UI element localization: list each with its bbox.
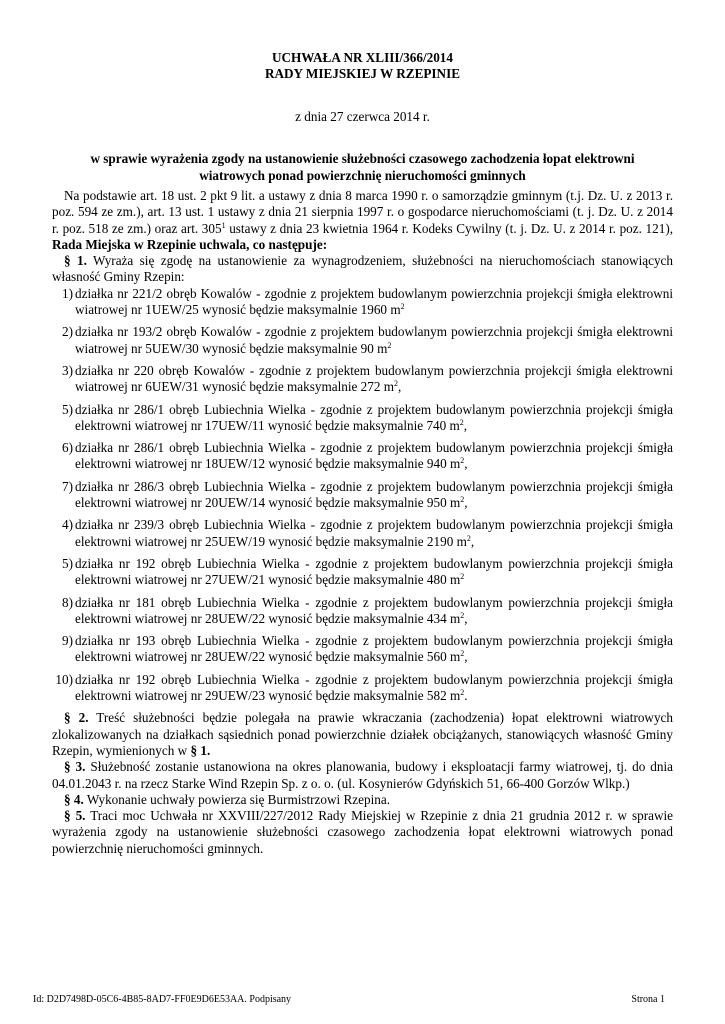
document-id: Id: D2D7498D-05C6-4B85-8AD7-FF0E9D6E53AA. Podpisany <box>33 994 292 1005</box>
list-item: 3) działka nr 220 obręb Kowalów - zgodnie z projektem budowlanym powierzchnia projekcji śmigła elektrowni wiatrowej nr 6UEW/31 wynosić będzie maksymalnie 272 $m^2$, <box>62 362 673 395</box>
council-name: RADY MIEJSKIEJ W RZEPINIE <box>264 66 461 81</box>
legal-basis: Na podstawie art. 18 ust. 2 pkt 9 lit. a ustawy z dnia 8 marca 1990 r. o samorządzie gminnym (t.j. Dz. U. z 2013 r. poz. 594 ze zm.), art. 13 ust. 1 ustawy z dnia 21 sierpnia 1997 r. o gospodarce nieruchomościami (t. j. Dz. U. z 2014 r. poz. 518 ze zm.) oraz art. $305^1$ ustawy z dnia 23 kwietnia 1964 r. Kodeks Cywilny (t. j. Dz. U. z 2014 r. poz. 121), Rada Miejska w Rzepinie uchwala, co następuje: <box>52 188 674 252</box>
list-item: 4) działka nr 239/3 obręb Lubiechnia Wielka - zgodnie z projektem budowlanym powierzchnia projekcji śmigła elektrowni wiatrowej nr 25UEW/19 wynosić będzie maksymalnie 2190 $m^2$, <box>62 517 673 549</box>
list-item: 5) działka nr 286/1 obręb Lubiechnia Wielka - zgodnie z projektem budowlanym powierzchnia projekcji śmigła elektrowni wiatrowej nr 17UEW/11 wynosić będzie maksymalnie 740 $m^2$, <box>62 401 673 433</box>
document-header <box>0 50 725 184</box>
resolution-date: z dnia 27 czerwca 2014 r. <box>295 109 430 124</box>
list-item: 7) działka nr 286/3 obręb Lubiechnia Wielka - zgodnie z projektem budowlanym powierzchnia projekcji śmigła elektrowni wiatrowej nr 20UEW/14 wynosić będzie maksymalnie 950 $m^2$, <box>62 478 673 511</box>
plot-list <box>52 286 673 705</box>
list-item: 2) działka nr 193/2 obręb Kowalów - zgodnie z projektem budowlanym powierzchnia projekcji śmigła elektrowni wiatrowej nr 5UEW/30 wynosić będzie maksymalnie 90 $m^2$ <box>62 324 673 356</box>
document-body <box>52 188 673 857</box>
resolution-number: UCHWAŁA NR XLIII/366/2014 <box>272 50 453 65</box>
resolution-subject: w sprawie wyrażenia zgody na ustanowienie służebności czasowego zachodzenia łopat elektrowni wiatrowych ponad powierzchnię nieruchomości gminnych <box>90 151 635 183</box>
page-number: Strona 1 <box>631 994 665 1005</box>
list-item: 8) działka nr 181 obręb Lubiechnia Wielka - zgodnie z projektem budowlanym powierzchnia projekcji śmigła elektrowni wiatrowej nr 28UEW/22 wynosić będzie maksymalnie 434 $m^2$, <box>62 594 673 626</box>
list-item: 10) działka nr 192 obręb Lubiechnia Wielka - zgodnie z projektem budowlanym powierzchnia projekcji śmigła elektrowni wiatrowej nr 29UEW/23 wynosić będzie maksymalnie 582 $m^2$. <box>55 671 673 704</box>
enacting-clause: Rada Miejska w Rzepinie uchwala, co następuje: <box>52 236 328 252</box>
list-item: 5) działka nr 192 obręb Lubiechnia Wielka - zgodnie z projektem budowlanym powierzchnia projekcji śmigła elektrowni wiatrowej nr 27UEW/21 wynosić będzie maksymalnie 480 $m^2$ <box>62 555 673 588</box>
paragraph-2: § 2. Treść służebności będzie polegała na prawie wkraczania (zachodzenia) łopat elektrowni wiatrowych zlokalizowanych na działkach sąsiednich ponad powierzchnie działek obciążanych, stanowiących własność Gminy Rzepin, wymienionych w § 1. <box>52 710 673 758</box>
paragraph-1: § 1. Wyraża się zgodę na ustanowienie za wynagrodzeniem, służebności na nieruchomościach stanowiących własność Gminy Rzepin: <box>52 253 673 285</box>
list-item: 9) działka nr 193 obręb Lubiechnia Wielka - zgodnie z projektem budowlanym powierzchnia projekcji śmigła elektrowni wiatrowej nr 28UEW/22 wynosić będzie maksymalnie 560 $m^2$, <box>62 633 673 665</box>
paragraph-5: § 5. Traci moc Uchwała nr XXVIII/227/2012 Rady Miejskiej w Rzepinie z dnia 21 grudnia 2012 r. w sprawie wyrażenia zgody na ustanowienie służebności czasowego zachodzenia łopat elektrowni wiatrowych ponad powierzchnię nieruchomości gminnych. <box>52 808 674 856</box>
paragraph-3: § 3. Służebność zostanie ustanowiona na okres planowania, budowy i eksploatacji farmy wiatrowej, tj. do dnia 04.01.2043 r. na rzecz Starke Wind Rzepin Sp. z o. o. (ul. Kosynierów Gdyńskich 51, 66-400 Gorzów Wlkp.) <box>52 759 674 791</box>
list-item: 6) działka nr 286/1 obręb Lubiechnia Wielka - zgodnie z projektem budowlanym powierzchnia projekcji śmigła elektrowni wiatrowej nr 18UEW/12 wynosić będzie maksymalnie 940 $m^2$, <box>62 440 673 472</box>
list-item: 1) działka nr 221/2 obręb Kowalów - zgodnie z projektem budowlanym powierzchnia projekcji śmigła elektrowni wiatrowej nr 1UEW/25 wynosić będzie maksymalnie 1960 $m^2$ <box>62 285 673 318</box>
paragraph-4: § 4. Wykonanie uchwały powierza się Burmistrzowi Rzepina. <box>64 791 390 807</box>
